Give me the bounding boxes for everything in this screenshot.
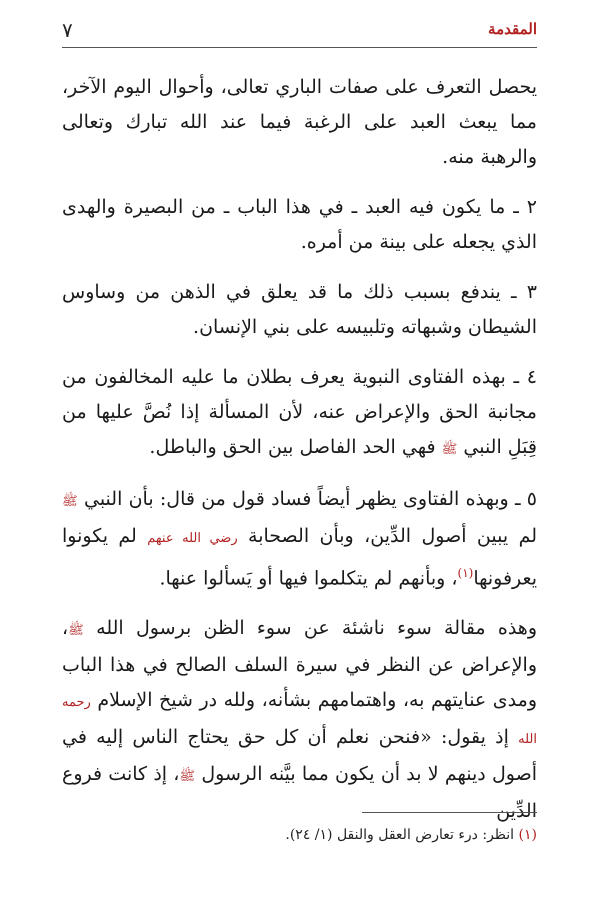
footnote-reference[interactable]: (١) xyxy=(457,566,474,580)
paragraph-6-text-d: ، إذ كانت فروع الدِّين xyxy=(62,763,537,823)
chapter-title: المقدمة xyxy=(488,20,537,38)
header-divider xyxy=(62,47,537,48)
paragraph-4 xyxy=(62,360,537,467)
page-header xyxy=(62,20,537,46)
salla-honorific: ﷺ xyxy=(441,442,458,457)
paragraph-4-text-b: فهي الحد الفاصل بين الحق والباطل. xyxy=(149,436,436,458)
paragraph-5-text-b: لم يبين أصول الدِّين، وبأن الصحابة xyxy=(248,525,537,547)
paragraph-6 xyxy=(62,611,537,829)
paragraph-6-text-c: إذ يقول: «فنحن نعلم أن كل حق يحتاج الناس إليه في أصول دينهم لا بد أن يكون مما بيَّنه الرسول xyxy=(62,726,537,786)
paragraph-5-text-a: ٥ ـ وبهذه الفتاوى يظهر أيضاً فساد قول من قال: بأن النبي xyxy=(83,488,538,510)
paragraph-5-text-c: لم يكونوا يعرفونها xyxy=(62,525,537,590)
salla-honorific: ﷺ xyxy=(62,494,78,509)
radiya-honorific: رضي الله عنهم xyxy=(147,531,238,546)
paragraph-6-text-a: وهذه مقالة سوء ناشئة عن سوء الظن برسول الله xyxy=(96,617,537,640)
salla-honorific: ﷺ xyxy=(179,769,196,785)
paragraph-1: يحصل التعرف على صفات الباري تعالى، وأحوال اليوم الآخر، مما يبعث العبد على الرغبة فيما عند الله تبارك وتعالى والرهبة منه. xyxy=(62,76,537,168)
footnote-number: (١) xyxy=(518,827,537,843)
footnote-divider xyxy=(362,812,537,813)
footnote xyxy=(62,824,537,846)
paragraph-2: ٢ ـ ما يكون فيه العبد ـ في هذا الباب ـ من البصيرة والهدى الذي يجعله على بينة من أمره. xyxy=(62,196,537,253)
rahimahu-honorific: رحمه الله xyxy=(62,695,537,748)
paragraph-4-text-a: ٤ ـ بهذه الفتاوى النبوية يعرف بطلان ما عليه المخالفون من مجانبة الحق والإعراض عنه، لأن المسألة إذا نُصَّ عليها من قِبَلِ النبي xyxy=(62,366,537,458)
paragraph-5-text-d: ، وبأنهم لم يتكلموا فيها أو يَسألوا عنها. xyxy=(159,567,458,590)
paragraph-5 xyxy=(62,482,537,596)
paragraph-6-text-b: ، والإعراض عن النظر في سيرة السلف الصالح في هذا الباب ومدى عنايتهم به، واهتمامهم بشأنه، ولله در شيخ الإسلام xyxy=(62,617,537,712)
page-number: ٧ xyxy=(62,18,73,42)
main-text xyxy=(62,70,537,844)
paragraph-3: ٣ ـ يندفع بسبب ذلك ما قد يعلق في الذهن من وساوس الشيطان وشبهاته وتلبيسه على بني الإنسان. xyxy=(62,281,537,338)
salla-honorific: ﷺ xyxy=(68,623,84,639)
footnote-text: انظر: درء تعارض العقل والنقل (١/ ٢٤). xyxy=(285,827,515,843)
